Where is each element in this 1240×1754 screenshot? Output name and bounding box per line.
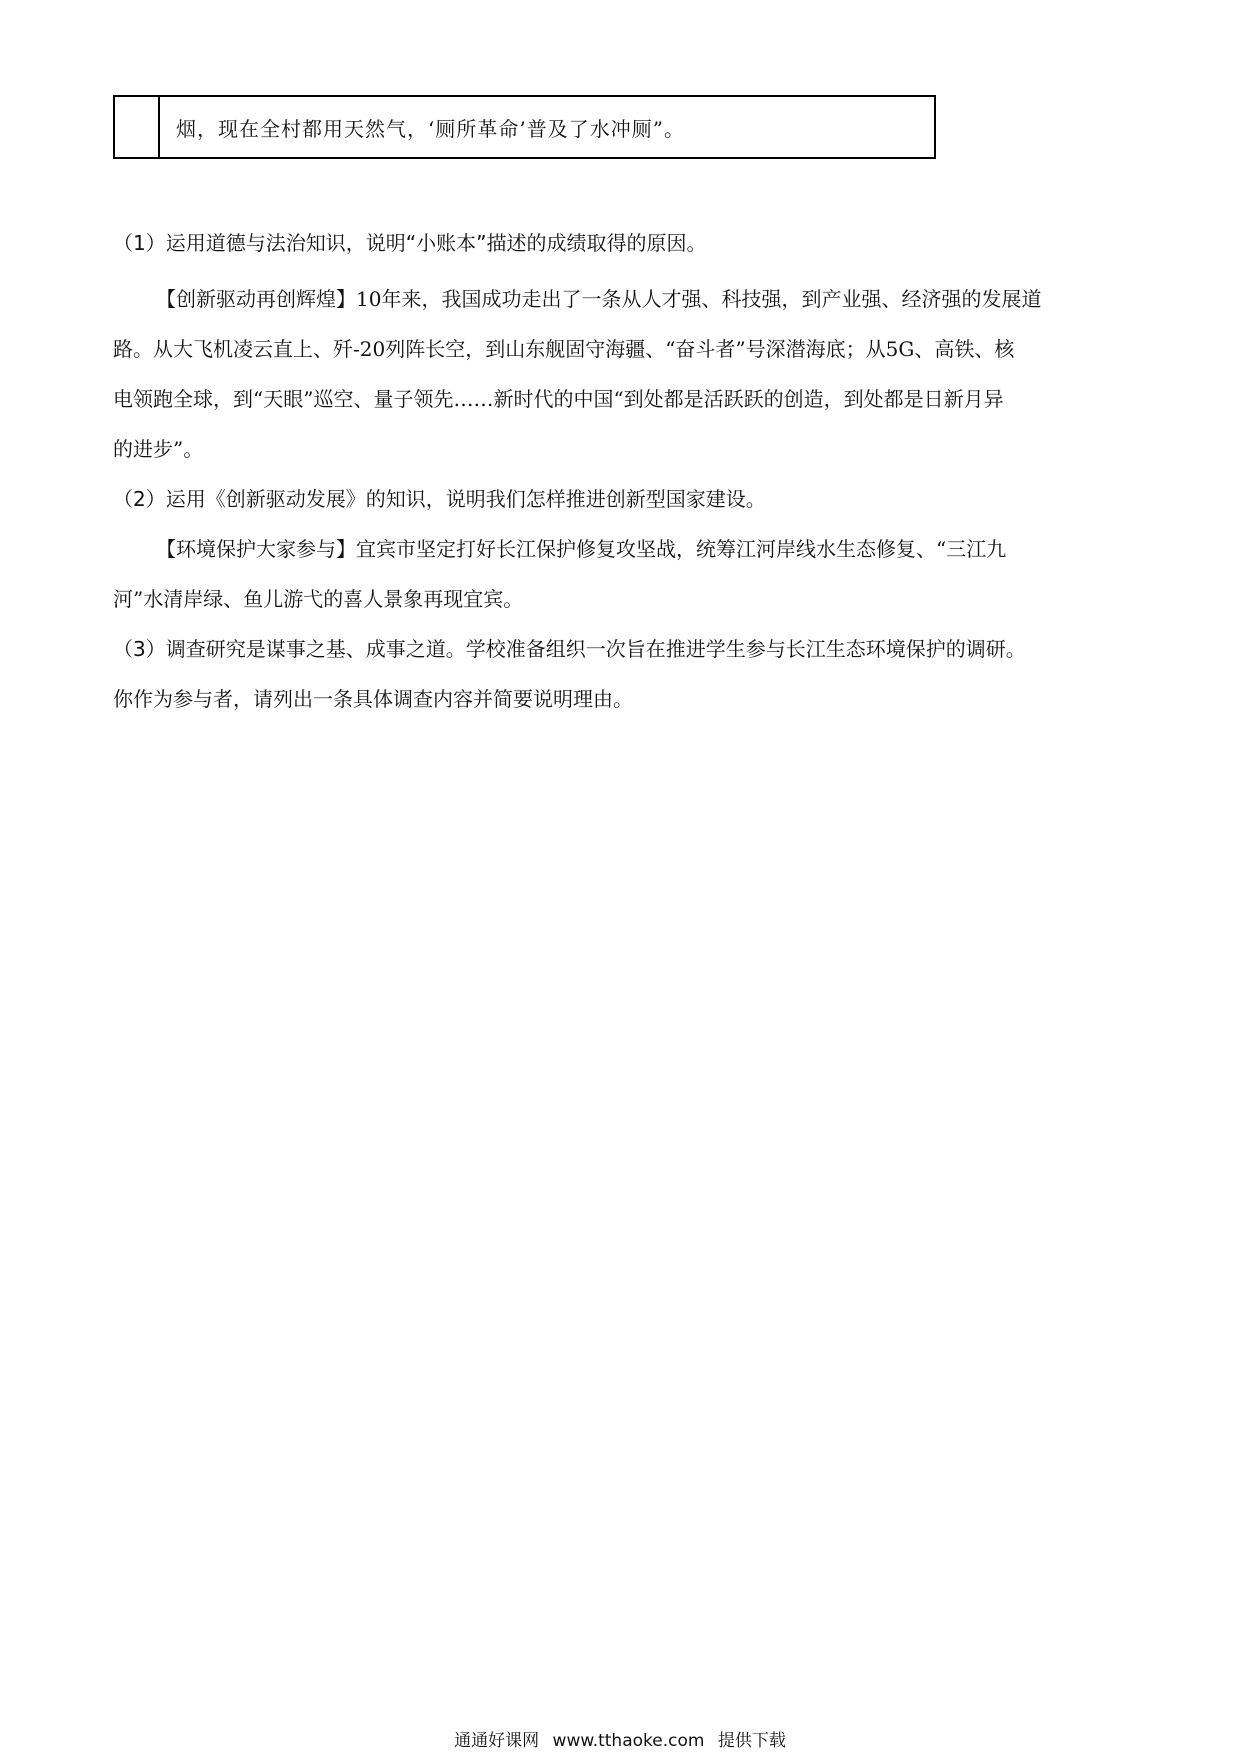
footer-site-name: 通通好课网	[454, 1731, 540, 1751]
material-innovation-line-2: 路。从大飞机凌云直上、歼-20列阵长空，到山东舰固守海疆、“奋斗者”号深潜海底；从5G、高铁、核	[113, 337, 1015, 361]
question-content	[113, 218, 1123, 724]
question-2: （2）运用《创新驱动发展》的知识，说明我们怎样推进创新型国家建设。	[113, 487, 766, 511]
material-environment-line-2: 河”水清岸绿、鱼儿游弋的喜人景象再现宜宾。	[113, 587, 524, 611]
material-environment-line-1: 【环境保护大家参与】宜宾市坚定打好长江保护修复攻坚战，统筹江河岸线水生态修复、“三江九	[156, 537, 1007, 561]
table-fragment	[113, 95, 936, 159]
material-innovation-line-1: 【创新驱动再创辉煌】10年来，我国成功走出了一条从人才强、科技强，到产业强、经济强的发展道	[156, 287, 1042, 311]
page-footer	[0, 1726, 1240, 1751]
footer-url[interactable]: www.tthaoke.com	[552, 1731, 705, 1751]
table-text: 烟，现在全村都用天然气，‘厕所革命’普及了水冲厕”。	[176, 116, 685, 141]
question-1: （1）运用道德与法治知识，说明“小账本”描述的成绩取得的原因。	[113, 231, 707, 255]
question-3-line-1: （3）调查研究是谋事之基、成事之道。学校准备组织一次旨在推进学生参与长江生态环境保护的调研。	[113, 637, 1026, 661]
material-innovation-line-4: 的进步”。	[113, 437, 204, 461]
footer-suffix: 提供下载	[717, 1731, 786, 1751]
question-3-line-2: 你作为参与者，请列出一条具体调查内容并简要说明理由。	[113, 687, 633, 711]
material-innovation-line-3: 电领跑全球，到“天眼”巡空、量子领先……新时代的中国“到处都是活跃跃的创造，到处都是日新月异	[113, 387, 1004, 411]
table-left-cell	[115, 97, 160, 157]
table-right-cell	[160, 97, 934, 157]
